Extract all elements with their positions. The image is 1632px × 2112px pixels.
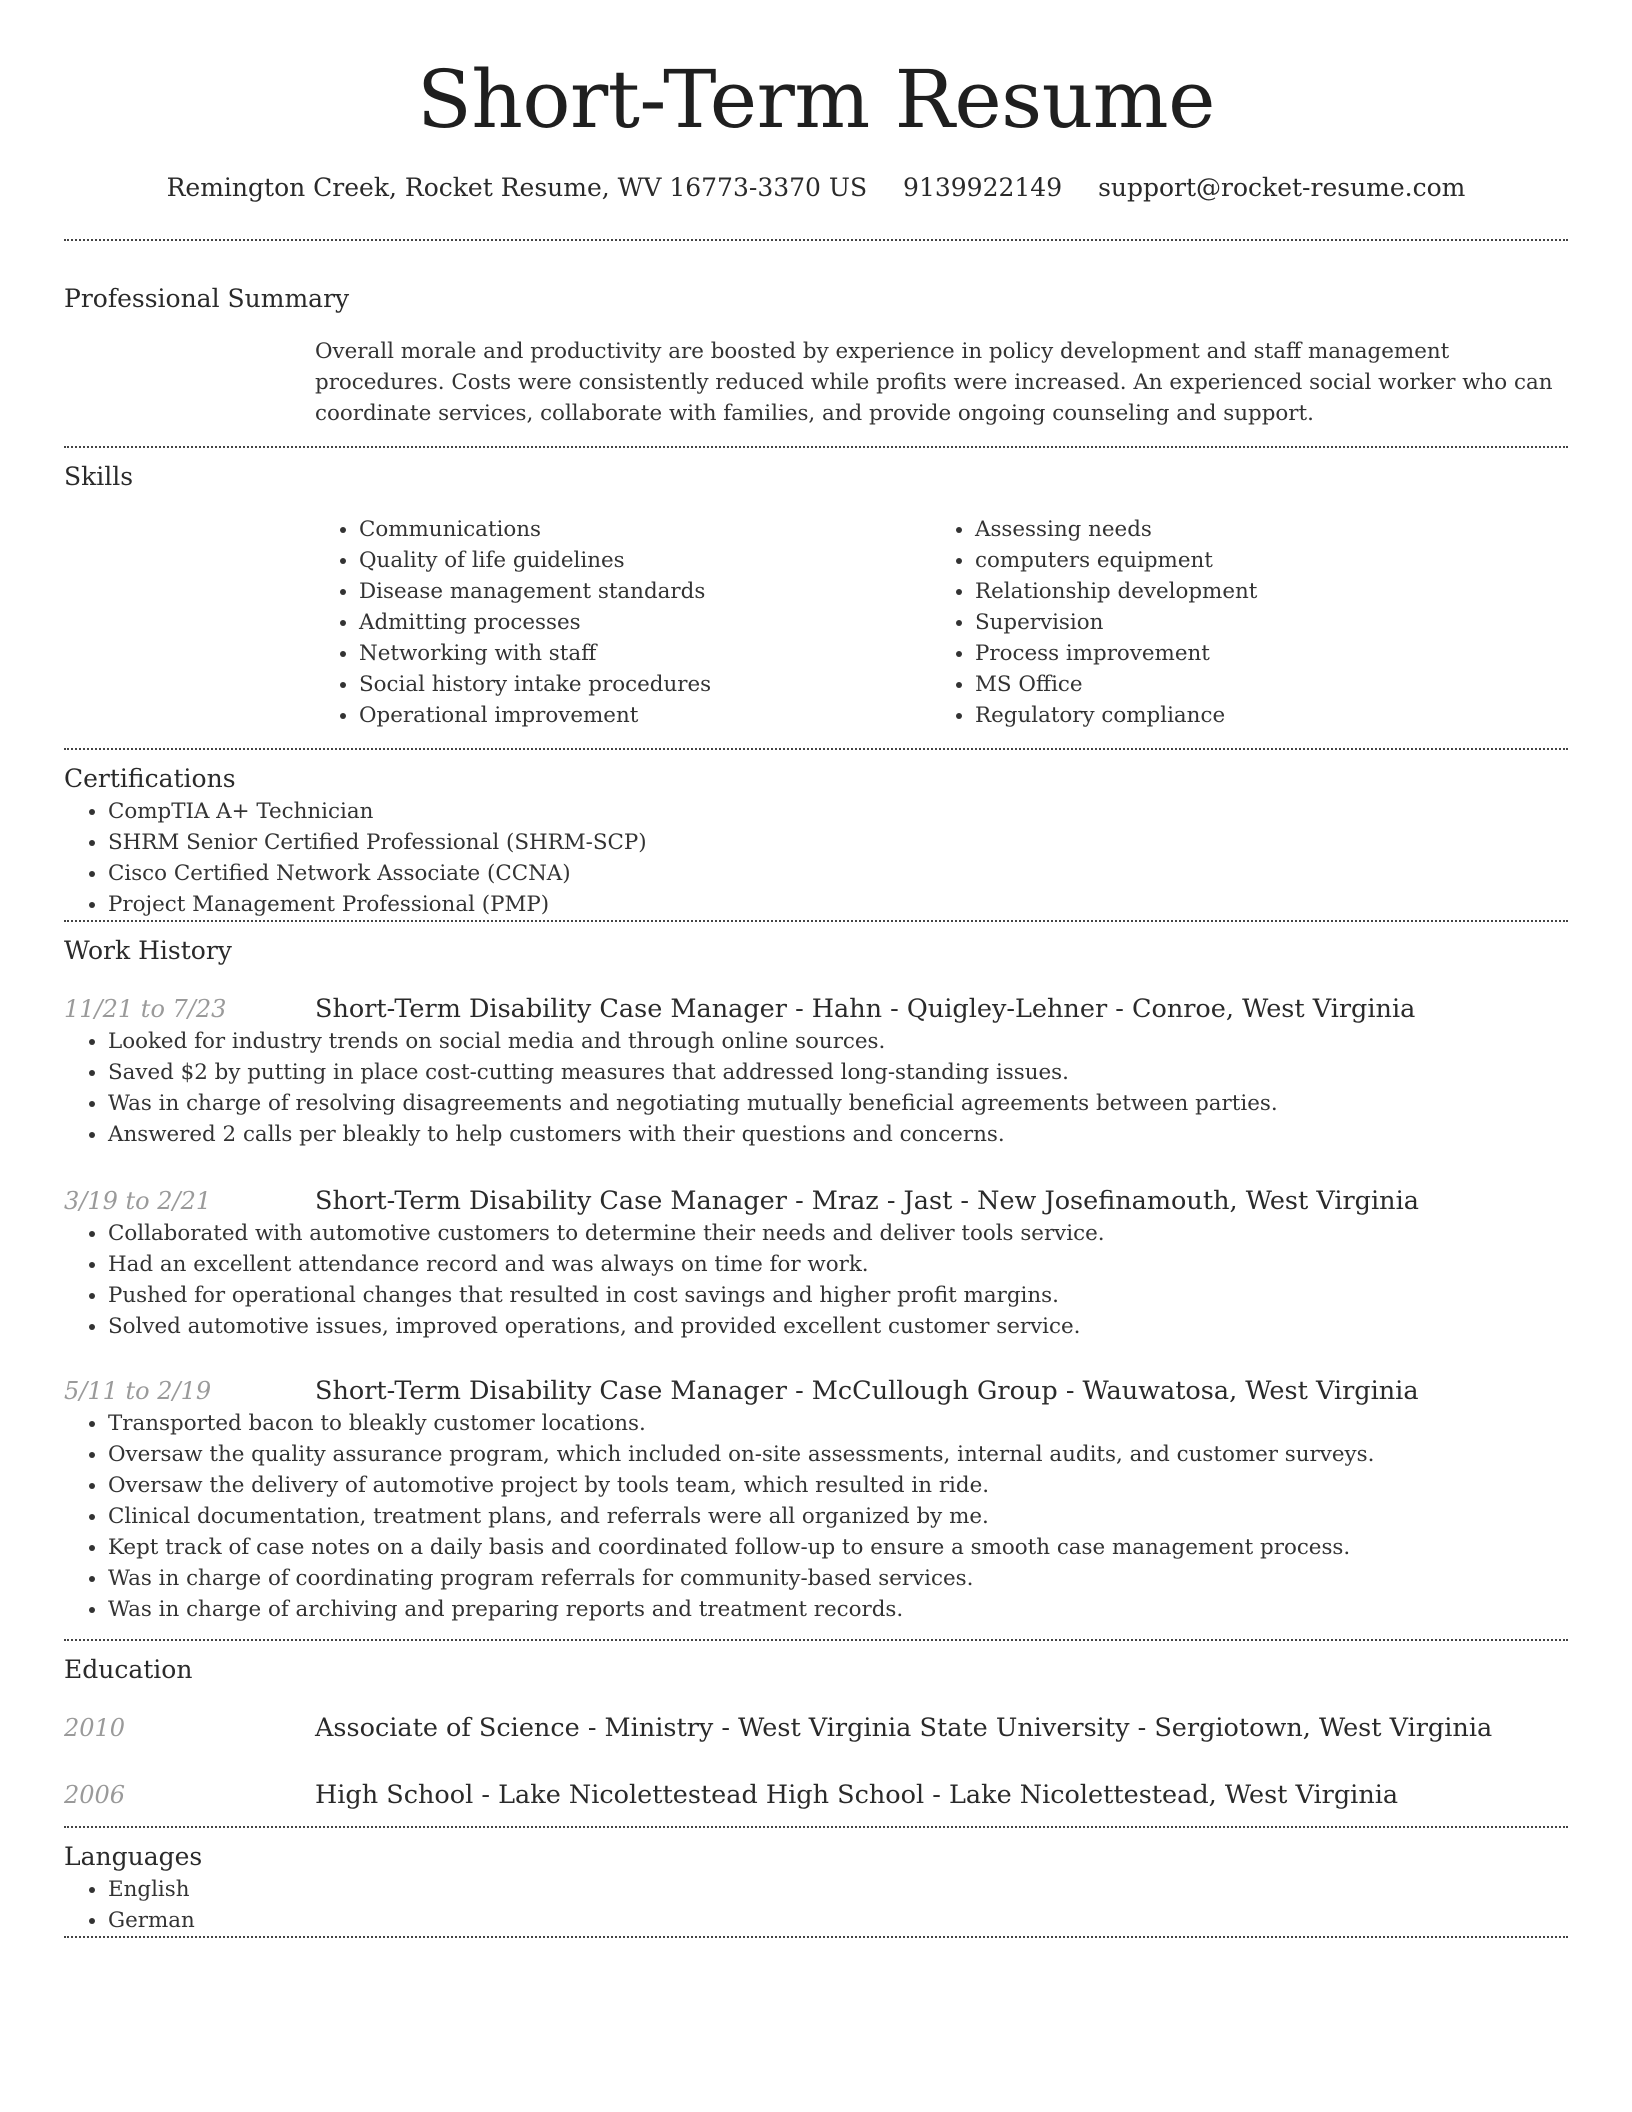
skill-item: • Supervision <box>975 607 1547 638</box>
certifications-section <box>64 750 1568 920</box>
skill-item: • Disease management standards <box>359 576 931 607</box>
skills-column-right <box>931 514 1547 731</box>
job-bullet: • Kept track of case notes on a daily basis and coordinated follow-up to ensure a smooth case management process. <box>108 1532 1568 1563</box>
work-history-section <box>64 922 1568 1625</box>
education-year: 2010 <box>64 1714 126 1742</box>
job-bullet: • Oversaw the quality assurance program, which included on-site assessments, internal audits, and customer surveys. <box>108 1439 1568 1470</box>
contact-line <box>64 170 1568 206</box>
skill-item: • MS Office <box>975 669 1547 700</box>
job-dates: 3/19 to 2/21 <box>64 1187 212 1215</box>
job-entry <box>64 992 1568 1150</box>
job-bullets <box>64 1026 1568 1150</box>
contact-address: Remington Creek, Rocket Resume, WV 16773-3370 US <box>166 173 868 202</box>
job-bullet: • Pushed for operational changes that resulted in cost savings and higher profit margins. <box>108 1280 1568 1311</box>
language-item: • German <box>108 1905 1568 1936</box>
skills-heading: Skills <box>64 462 134 491</box>
job-title: Short-Term Disability Case Manager - Mraz - Jast - New Josefinamouth, West Virginia <box>315 1186 1419 1216</box>
job-header <box>64 1184 1568 1218</box>
skills-column-left <box>315 514 931 731</box>
contact-email: support@rocket-resume.com <box>1098 173 1466 202</box>
job-bullet: • Looked for industry trends on social media and through online sources. <box>108 1026 1568 1057</box>
summary-text: Overall morale and productivity are boosted by experience in policy development and staff management procedures. Costs were consistently reduced while profits were increased. An experienced social worker who can coordinate services, collaborate with families, and provide ongoing counseling and support. <box>315 339 1553 426</box>
job-title: Short-Term Disability Case Manager - McCullough Group - Wauwatosa, West Virginia <box>315 1376 1419 1406</box>
job-bullet: • Transported bacon to bleakly customer locations. <box>108 1408 1568 1439</box>
job-bullets <box>64 1218 1568 1342</box>
work-history-heading: Work History <box>64 936 232 965</box>
languages-list <box>64 1874 1568 1936</box>
job-bullet: • Was in charge of resolving disagreements and negotiating mutually beneficial agreements between parties. <box>108 1088 1568 1119</box>
languages-section <box>64 1828 1568 1936</box>
resume-name: Short-Term Resume <box>417 53 1215 146</box>
education-year: 2006 <box>64 1781 126 1809</box>
job-header <box>64 992 1568 1026</box>
job-bullet: • Had an excellent attendance record and was always on time for work. <box>108 1249 1568 1280</box>
job-bullets <box>64 1408 1568 1625</box>
job-entry <box>64 1374 1568 1625</box>
skill-item: • Admitting processes <box>359 607 931 638</box>
education-section <box>64 1641 1568 1812</box>
skill-item: • Regulatory compliance <box>975 700 1547 731</box>
job-title: Short-Term Disability Case Manager - Hahn - Quigley-Lehner - Conroe, West Virginia <box>315 994 1416 1024</box>
skill-item: • Relationship development <box>975 576 1547 607</box>
job-bullet: • Saved $2 by putting in place cost-cutting measures that addressed long-standing issues. <box>108 1057 1568 1088</box>
certification-item: • SHRM Senior Certified Professional (SHRM-SCP) <box>108 827 1568 858</box>
skills-grid <box>315 514 1568 731</box>
job-bullet: • Oversaw the delivery of automotive project by tools team, which resulted in ride. <box>108 1470 1568 1501</box>
education-entry <box>64 1711 1568 1745</box>
skill-item: • Process improvement <box>975 638 1547 669</box>
job-entry <box>64 1184 1568 1342</box>
job-bullet: • Collaborated with automotive customers to determine their needs and deliver tools service. <box>108 1218 1568 1249</box>
certification-item: • CompTIA A+ Technician <box>108 796 1568 827</box>
summary-heading: Professional Summary <box>64 284 350 313</box>
job-bullet: • Answered 2 calls per bleakly to help customers with their questions and concerns. <box>108 1119 1568 1150</box>
skills-list-right <box>931 514 1547 731</box>
contact-phone: 9139922149 <box>903 173 1063 202</box>
skill-item: • Networking with staff <box>359 638 931 669</box>
skills-section <box>64 448 1568 731</box>
job-bullet: • Solved automotive issues, improved operations, and provided excellent customer service. <box>108 1311 1568 1342</box>
job-bullet: • Was in charge of archiving and preparing reports and treatment records. <box>108 1594 1568 1625</box>
education-heading: Education <box>64 1655 193 1684</box>
skill-item: • Assessing needs <box>975 514 1547 545</box>
certification-item: • Cisco Certified Network Associate (CCNA) <box>108 858 1568 889</box>
certifications-heading: Certifications <box>64 764 236 793</box>
job-dates: 11/21 to 7/23 <box>64 995 227 1023</box>
job-dates: 5/11 to 2/19 <box>64 1377 212 1405</box>
skill-item: • Communications <box>359 514 931 545</box>
section-divider <box>64 1936 1568 1938</box>
certification-item: • Project Management Professional (PMP) <box>108 889 1568 920</box>
job-bullet: • Was in charge of coordinating program referrals for community-based services. <box>108 1563 1568 1594</box>
skills-list-left <box>315 514 931 731</box>
education-degree: High School - Lake Nicolettestead High School - Lake Nicolettestead, West Virginia <box>315 1780 1399 1810</box>
job-bullet: • Clinical documentation, treatment plans, and referrals were all organized by me. <box>108 1501 1568 1532</box>
skill-item: • Operational improvement <box>359 700 931 731</box>
education-degree: Associate of Science - Ministry - West Virginia State University - Sergiotown, West Virginia <box>315 1713 1493 1743</box>
job-header <box>64 1374 1568 1408</box>
summary-section <box>64 282 1568 429</box>
skill-item: • Social history intake procedures <box>359 669 931 700</box>
section-divider <box>64 239 1568 241</box>
skill-item: • Quality of life guidelines <box>359 545 931 576</box>
education-entry <box>64 1778 1568 1812</box>
languages-heading: Languages <box>64 1842 203 1871</box>
skill-item: • computers equipment <box>975 545 1547 576</box>
certifications-list <box>64 796 1568 920</box>
language-item: • English <box>108 1874 1568 1905</box>
